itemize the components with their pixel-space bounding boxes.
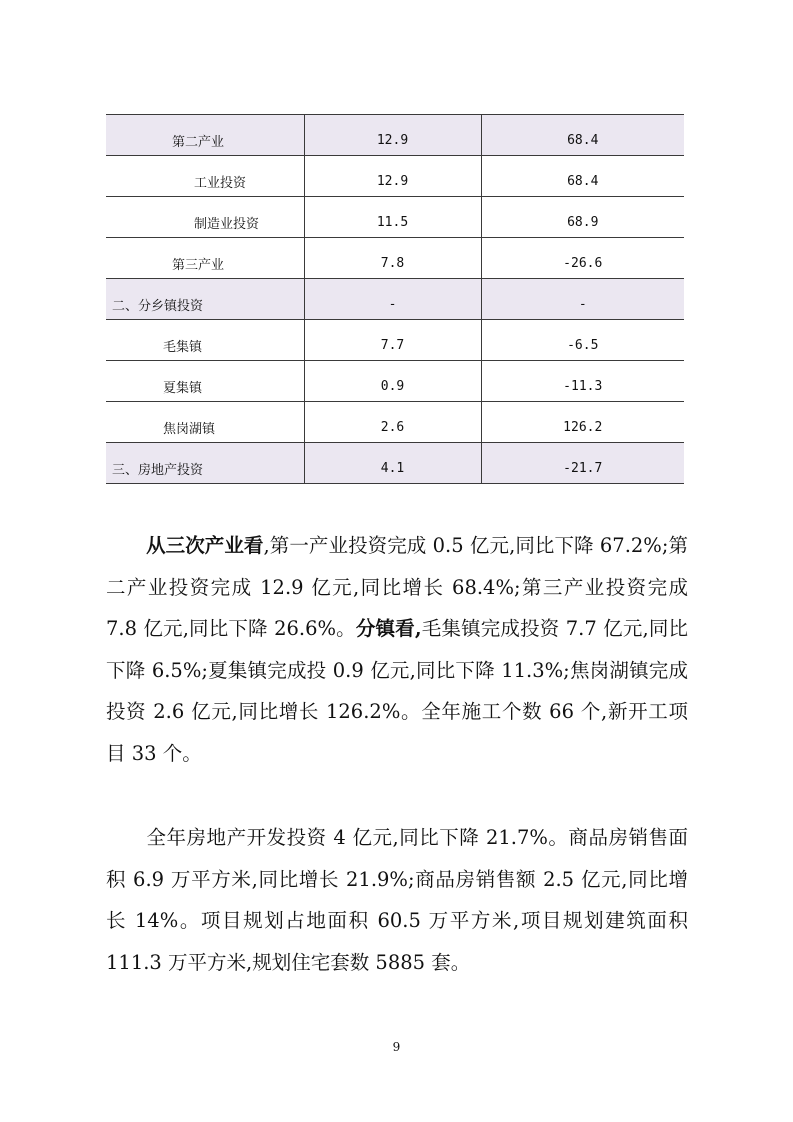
row-value-amount [304, 115, 481, 156]
table-row [106, 156, 684, 197]
row-label-text: 夏集镇 [163, 380, 203, 396]
row-label-text: 第二产业 [172, 134, 225, 150]
row-value-amount-text: 2.6 [380, 419, 405, 435]
row-value-growth [481, 197, 684, 238]
row-value-growth [481, 156, 684, 197]
investment-table [106, 114, 684, 484]
row-value-growth-text: - [578, 296, 587, 312]
row-value-amount-text: 7.8 [380, 255, 405, 271]
industry-text: ,第一产业投资完成 0.5 亿元,同比下降 67.2%;第二产业投资完成 12.9 亿元,同比增长 68.4%;第三产业投资完成 7.8 亿元,同比下降 26.6%。 [106, 534, 688, 640]
table-row [106, 279, 684, 320]
row-value-growth [481, 115, 684, 156]
row-value-amount [304, 197, 481, 238]
row-value-growth-text: 126.2 [563, 419, 603, 435]
row-label-text: 第三产业 [172, 257, 225, 273]
page-number: 9 [392, 1040, 401, 1054]
row-label-text: 三、房地产投资 [112, 462, 204, 478]
row-label [106, 238, 304, 279]
row-label [106, 320, 304, 361]
row-value-amount-text: 12.9 [376, 173, 409, 189]
row-label-text: 毛集镇 [163, 339, 203, 355]
row-label-text: 二、分乡镇投资 [112, 298, 204, 314]
row-value-amount [304, 443, 481, 484]
town-lead: 分镇看, [355, 617, 422, 640]
table-row [106, 320, 684, 361]
row-label-text: 制造业投资 [194, 216, 260, 232]
row-value-growth [481, 320, 684, 361]
row-label [106, 443, 304, 484]
row-label-text: 焦岗湖镇 [163, 421, 216, 437]
paragraph-industry-town [106, 525, 688, 774]
paragraph-real-estate [106, 817, 688, 983]
row-value-amount-text: 11.5 [376, 214, 409, 230]
table-row [106, 361, 684, 402]
investment-table-body [106, 115, 684, 484]
row-label [106, 361, 304, 402]
table-row [106, 238, 684, 279]
industry-lead: 从三次产业看 [146, 534, 264, 557]
row-label [106, 279, 304, 320]
row-value-amount [304, 238, 481, 279]
row-label [106, 156, 304, 197]
row-value-amount [304, 402, 481, 443]
row-label [106, 197, 304, 238]
row-value-amount [304, 361, 481, 402]
row-value-growth [481, 402, 684, 443]
row-value-growth-text: -6.5 [567, 337, 599, 353]
row-value-growth-text: 68.9 [567, 214, 599, 230]
row-label-text: 工业投资 [194, 175, 247, 191]
row-value-growth [481, 443, 684, 484]
row-value-growth [481, 361, 684, 402]
row-value-growth-text: -21.7 [563, 460, 603, 476]
town-text: 毛集镇完成投资 7.7 亿元,同比下降 6.5%;夏集镇完成投 0.9 亿元,同比下降 11.3%;焦岗湖镇完成投资 2.6 亿元,同比增长 126.2%。全年施工个数 66 个,新开工项目 33 个。 [106, 617, 688, 765]
row-value-amount-text: 7.7 [380, 337, 405, 353]
row-value-growth [481, 279, 684, 320]
table-row [106, 402, 684, 443]
row-label [106, 402, 304, 443]
row-value-amount-text: 4.1 [380, 460, 405, 476]
row-value-growth-text: -26.6 [563, 255, 603, 271]
row-value-amount [304, 320, 481, 361]
row-value-growth-text: 68.4 [567, 173, 599, 189]
row-value-amount [304, 279, 481, 320]
row-value-amount-text: 0.9 [380, 378, 405, 394]
table-row [106, 443, 684, 484]
row-value-growth [481, 238, 684, 279]
table-row [106, 197, 684, 238]
real-estate-text: 全年房地产开发投资 4 亿元,同比下降 21.7%。商品房销售面积 6.9 万平方米,同比增长 21.9%;商品房销售额 2.5 亿元,同比增长 14%。项目规划占地面积 60.5 万平方米,项目规划建筑面积 111.3 万平方米,规划住宅套数 5885 套。 [106, 826, 688, 974]
row-label [106, 115, 304, 156]
row-value-amount [304, 156, 481, 197]
row-value-amount-text: - [388, 296, 397, 312]
row-value-amount-text: 12.9 [376, 132, 409, 148]
table-row [106, 115, 684, 156]
row-value-growth-text: -11.3 [563, 378, 603, 394]
row-value-growth-text: 68.4 [567, 132, 599, 148]
